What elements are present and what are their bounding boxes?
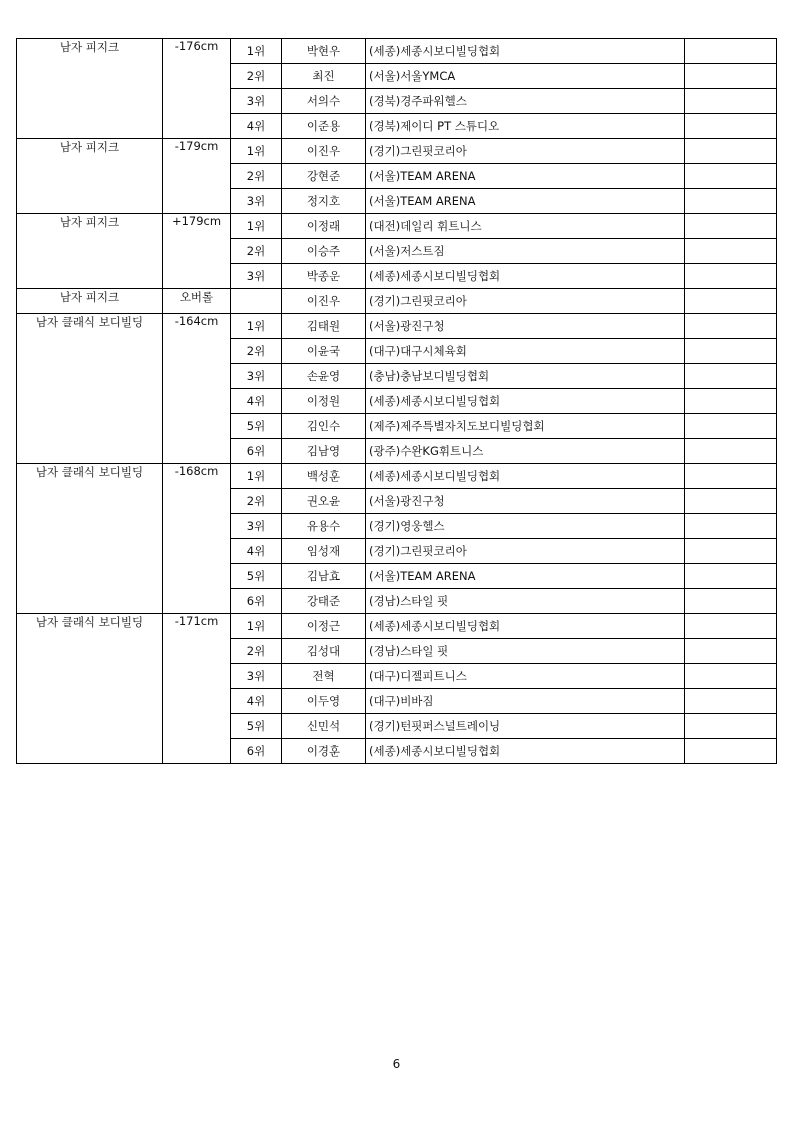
athlete-name-cell: 이승주 [282,239,366,264]
rank-cell: 6위 [231,739,282,764]
note-cell [685,739,777,764]
rank-cell: 2위 [231,339,282,364]
athlete-name-cell: 박현우 [282,39,366,64]
athlete-name-cell: 이진우 [282,139,366,164]
team-cell: (세종)세종시보디빌딩협회 [366,614,685,639]
athlete-name-cell: 김남영 [282,439,366,464]
team-cell: (서울)TEAM ARENA [366,189,685,214]
team-cell: (서울)TEAM ARENA [366,164,685,189]
table-row [17,289,777,314]
rank-cell: 4위 [231,389,282,414]
athlete-name-cell: 이경훈 [282,739,366,764]
note-cell [685,389,777,414]
athlete-name-cell: 이진우 [282,289,366,314]
team-cell: (세종)세종시보디빌딩협회 [366,389,685,414]
note-cell [685,414,777,439]
team-cell: (서울)TEAM ARENA [366,564,685,589]
category-cell: 남자 피지크 [17,289,163,314]
athlete-name-cell: 서의수 [282,89,366,114]
athlete-name-cell: 강현준 [282,164,366,189]
athlete-name-cell: 강태준 [282,589,366,614]
rank-cell: 3위 [231,264,282,289]
results-table [16,38,777,764]
note-cell [685,639,777,664]
rank-cell: 3위 [231,664,282,689]
team-cell: (서울)광진구청 [366,314,685,339]
note-cell [685,339,777,364]
team-cell: (서울)서울YMCA [366,64,685,89]
note-cell [685,564,777,589]
results-body [17,39,777,764]
team-cell: (경북)경주파워헬스 [366,89,685,114]
note-cell [685,364,777,389]
athlete-name-cell: 신민석 [282,714,366,739]
team-cell: (세종)세종시보디빌딩협회 [366,464,685,489]
team-cell: (경기)영웅헬스 [366,514,685,539]
weight-class-cell: -179cm [163,139,231,214]
athlete-name-cell: 정지호 [282,189,366,214]
athlete-name-cell: 이두영 [282,689,366,714]
weight-class-cell: +179cm [163,214,231,289]
rank-cell: 1위 [231,39,282,64]
note-cell [685,114,777,139]
athlete-name-cell: 김인수 [282,414,366,439]
category-cell: 남자 피지크 [17,39,163,139]
note-cell [685,64,777,89]
rank-cell [231,289,282,314]
note-cell [685,239,777,264]
team-cell: (경기)그린핏코리아 [366,139,685,164]
note-cell [685,289,777,314]
team-cell: (경기)그린핏코리아 [366,539,685,564]
athlete-name-cell: 손윤영 [282,364,366,389]
note-cell [685,664,777,689]
note-cell [685,164,777,189]
rank-cell: 2위 [231,239,282,264]
table-row [17,39,777,64]
athlete-name-cell: 이정래 [282,214,366,239]
rank-cell: 1위 [231,464,282,489]
weight-class-cell: -168cm [163,464,231,614]
note-cell [685,539,777,564]
category-cell: 남자 클래식 보디빌딩 [17,614,163,764]
note-cell [685,689,777,714]
rank-cell: 1위 [231,314,282,339]
rank-cell: 6위 [231,589,282,614]
athlete-name-cell: 이정근 [282,614,366,639]
team-cell: (대구)대구시체육회 [366,339,685,364]
rank-cell: 3위 [231,514,282,539]
rank-cell: 6위 [231,439,282,464]
category-cell: 남자 피지크 [17,214,163,289]
note-cell [685,514,777,539]
weight-class-cell: -171cm [163,614,231,764]
note-cell [685,264,777,289]
team-cell: (서울)광진구청 [366,489,685,514]
rank-cell: 3위 [231,89,282,114]
page-number: 6 [392,1057,401,1071]
table-row [17,614,777,639]
note-cell [685,714,777,739]
athlete-name-cell: 이윤국 [282,339,366,364]
rank-cell: 2위 [231,64,282,89]
note-cell [685,589,777,614]
team-cell: (경기)턴핏퍼스널트레이닝 [366,714,685,739]
rank-cell: 2위 [231,639,282,664]
rank-cell: 5위 [231,414,282,439]
weight-class-cell: 오버롤 [163,289,231,314]
rank-cell: 3위 [231,364,282,389]
team-cell: (경북)제이디 PT 스튜디오 [366,114,685,139]
team-cell: (세종)세종시보디빌딩협회 [366,39,685,64]
team-cell: (서울)저스트짐 [366,239,685,264]
note-cell [685,464,777,489]
table-row [17,464,777,489]
note-cell [685,314,777,339]
note-cell [685,39,777,64]
table-row [17,214,777,239]
team-cell: (대구)비바짐 [366,689,685,714]
athlete-name-cell: 임성재 [282,539,366,564]
rank-cell: 2위 [231,164,282,189]
team-cell: (대구)디젤피트니스 [366,664,685,689]
note-cell [685,89,777,114]
athlete-name-cell: 김태원 [282,314,366,339]
team-cell: (대전)데일리 휘트니스 [366,214,685,239]
rank-cell: 1위 [231,614,282,639]
category-cell: 남자 피지크 [17,139,163,214]
rank-cell: 5위 [231,714,282,739]
team-cell: (제주)제주특별자치도보디빌딩협회 [366,414,685,439]
table-row [17,314,777,339]
note-cell [685,214,777,239]
note-cell [685,189,777,214]
rank-cell: 2위 [231,489,282,514]
athlete-name-cell: 이준용 [282,114,366,139]
athlete-name-cell: 이정원 [282,389,366,414]
note-cell [685,139,777,164]
category-cell: 남자 클래식 보디빌딩 [17,464,163,614]
rank-cell: 5위 [231,564,282,589]
note-cell [685,489,777,514]
athlete-name-cell: 최진 [282,64,366,89]
team-cell: (경남)스타일 핏 [366,589,685,614]
team-cell: (세종)세종시보디빌딩협회 [366,264,685,289]
rank-cell: 3위 [231,189,282,214]
rank-cell: 4위 [231,114,282,139]
team-cell: (경기)그린핏코리아 [366,289,685,314]
category-cell: 남자 클래식 보디빌딩 [17,314,163,464]
athlete-name-cell: 백성훈 [282,464,366,489]
rank-cell: 1위 [231,214,282,239]
weight-class-cell: -164cm [163,314,231,464]
team-cell: (경남)스타일 핏 [366,639,685,664]
team-cell: (충남)충남보디빌딩협회 [366,364,685,389]
weight-class-cell: -176cm [163,39,231,139]
athlete-name-cell: 김남효 [282,564,366,589]
rank-cell: 4위 [231,689,282,714]
table-row [17,139,777,164]
rank-cell: 4위 [231,539,282,564]
athlete-name-cell: 유용수 [282,514,366,539]
athlete-name-cell: 권오윤 [282,489,366,514]
athlete-name-cell: 김성대 [282,639,366,664]
rank-cell: 1위 [231,139,282,164]
team-cell: (세종)세종시보디빌딩협회 [366,739,685,764]
note-cell [685,439,777,464]
team-cell: (광주)수완KG휘트니스 [366,439,685,464]
note-cell [685,614,777,639]
athlete-name-cell: 박종운 [282,264,366,289]
athlete-name-cell: 전혁 [282,664,366,689]
